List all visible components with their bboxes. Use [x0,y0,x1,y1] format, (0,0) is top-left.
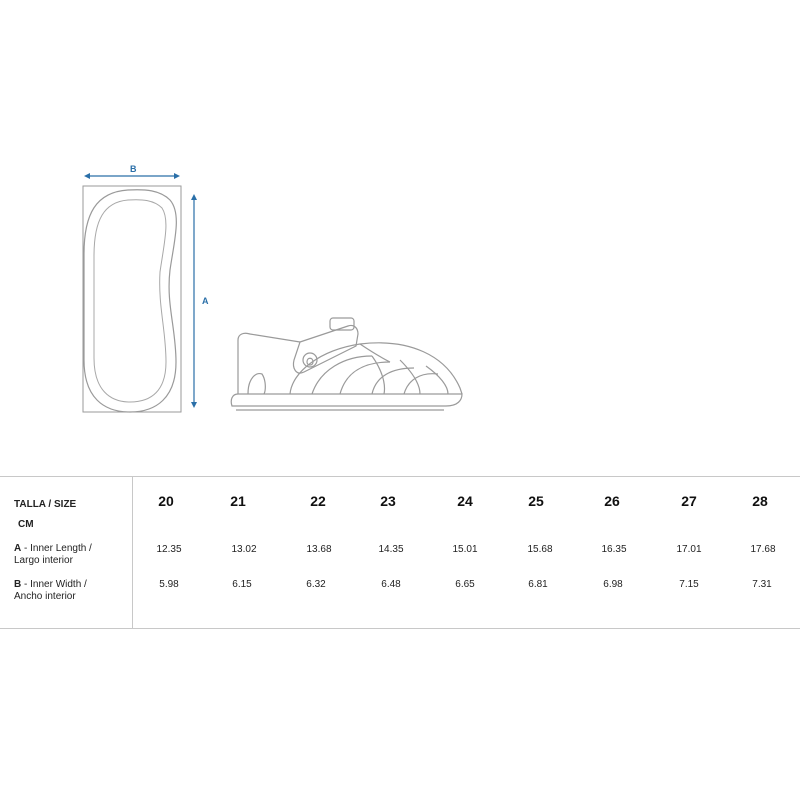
size-header-cell: 28 [752,493,768,509]
inner-width-cell: 6.65 [455,579,475,590]
size-header-label: TALLA / SIZE [14,499,77,510]
row-a-label [14,543,92,567]
row-a-line1: - Inner Length / [21,543,92,554]
inner-width-cell: 6.15 [232,579,252,590]
inner-length-cell: 14.35 [378,544,404,555]
row-b-label [14,579,87,603]
table-divider [132,477,133,628]
width-label: B [130,164,137,174]
row-b-line2: Ancho interior [14,591,76,602]
inner-width-cell: 6.81 [528,579,548,590]
width-arrow-right-icon [174,173,180,179]
inner-length-cell: 12.35 [156,544,182,555]
inner-length-cell: 17.68 [750,544,776,555]
inner-width-cell: 6.98 [603,579,623,590]
row-b-letter: B [14,579,22,590]
inner-width-cell: 7.31 [752,579,772,590]
unit-label: CM [18,519,34,530]
size-header-cell: 21 [230,493,246,509]
inner-width-cell: 6.32 [306,579,326,590]
length-label: A [202,296,209,306]
inner-length-cell: 16.35 [601,544,627,555]
size-table [0,476,800,629]
sandal-side-view [231,318,462,410]
inner-length-cell: 13.02 [231,544,257,555]
inner-length-cell: 17.01 [676,544,702,555]
size-header-cell: 20 [158,493,174,509]
row-b-line1: - Inner Width / [21,579,87,590]
size-header-cell: 27 [681,493,697,509]
inner-length-cell: 15.68 [527,544,553,555]
row-a-line2: Largo interior [14,555,73,566]
length-arrow-down-icon [191,402,197,408]
inner-length-cell: 15.01 [452,544,478,555]
sole-outline [84,190,176,412]
inner-width-cell: 6.48 [381,579,401,590]
inner-width-cell: 5.98 [159,579,179,590]
sole-inner-outline [94,200,166,402]
footprint-frame [83,186,181,412]
length-arrow-up-icon [191,194,197,200]
inner-length-cell: 13.68 [306,544,332,555]
size-header-cell: 22 [310,493,326,509]
size-header-cell: 23 [380,493,396,509]
row-a-letter: A [14,543,22,554]
size-header-cell: 26 [604,493,620,509]
inner-width-cell: 7.15 [679,579,699,590]
size-header-cell: 24 [457,493,473,509]
size-header-cell: 25 [528,493,544,509]
width-arrow-left-icon [84,173,90,179]
